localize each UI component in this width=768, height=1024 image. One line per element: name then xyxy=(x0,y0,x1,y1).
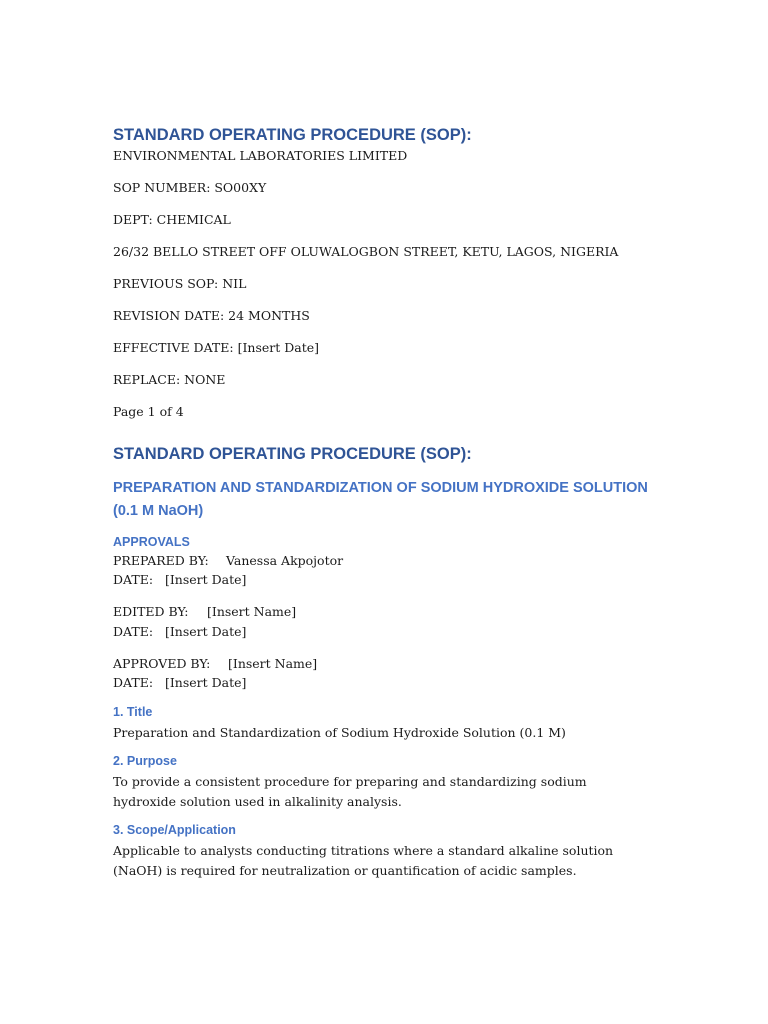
approvals-heading: APPROVALS xyxy=(113,534,190,549)
page-number: Page 1 of 4 xyxy=(113,404,184,419)
approved-by-line xyxy=(113,654,668,674)
sop-number: SOP NUMBER: SO00XY xyxy=(113,180,267,195)
edited-date: DATE: [Insert Date] xyxy=(113,623,247,639)
purpose-section-text: To provide a consistent procedure for preparing and standardizing sodium hydroxide solution used in alkalinity analysis. xyxy=(113,774,587,809)
prepared-by-label: PREPARED BY: xyxy=(113,552,209,568)
scope-section-text: Applicable to analysts conducting titrations where a standard alkaline solution (NaOH) is required for neutralization or quantification of acidic samples. xyxy=(113,843,614,878)
sop-subtitle: PREPARATION AND STANDARDIZATION OF SODIUM HYDROXIDE SOLUTION (0.1 M NaOH) xyxy=(113,479,648,519)
approved-date: DATE: [Insert Date] xyxy=(113,675,247,690)
edited-by-line xyxy=(113,602,668,622)
document-title: STANDARD OPERATING PROCEDURE (SOP): xyxy=(113,126,472,144)
replace: REPLACE: NONE xyxy=(113,372,226,387)
approved-by-name: [Insert Name] xyxy=(228,655,318,671)
title-section-text: Preparation and Standardization of Sodium Hydroxide Solution (0.1 M) xyxy=(113,724,566,740)
company-name: ENVIRONMENTAL LABORATORIES LIMITED xyxy=(113,148,408,163)
sop-heading: STANDARD OPERATING PROCEDURE (SOP): xyxy=(113,444,472,463)
edited-by-label: EDITED BY: xyxy=(113,604,189,619)
revision-date: REVISION DATE: 24 MONTHS xyxy=(113,308,310,323)
title-section-heading: 1. Title xyxy=(113,704,153,719)
prepared-by-line xyxy=(113,551,668,571)
department: DEPT: CHEMICAL xyxy=(113,212,231,227)
effective-date: EFFECTIVE DATE: [Insert Date] xyxy=(113,340,319,355)
address: 26/32 BELLO STREET OFF OLUWALOGBON STREET, KETU, LAGOS, NIGERIA xyxy=(113,244,619,259)
prepared-by-name: Vanessa Akpojotor xyxy=(226,552,344,568)
purpose-section-heading: 2. Purpose xyxy=(113,754,177,768)
prepared-date: DATE: [Insert Date] xyxy=(113,572,247,587)
approved-by-label: APPROVED BY: xyxy=(113,655,211,671)
scope-section-heading: 3. Scope/Application xyxy=(113,823,236,837)
edited-by-name: [Insert Name] xyxy=(207,604,297,619)
previous-sop: PREVIOUS SOP: NIL xyxy=(113,276,247,291)
